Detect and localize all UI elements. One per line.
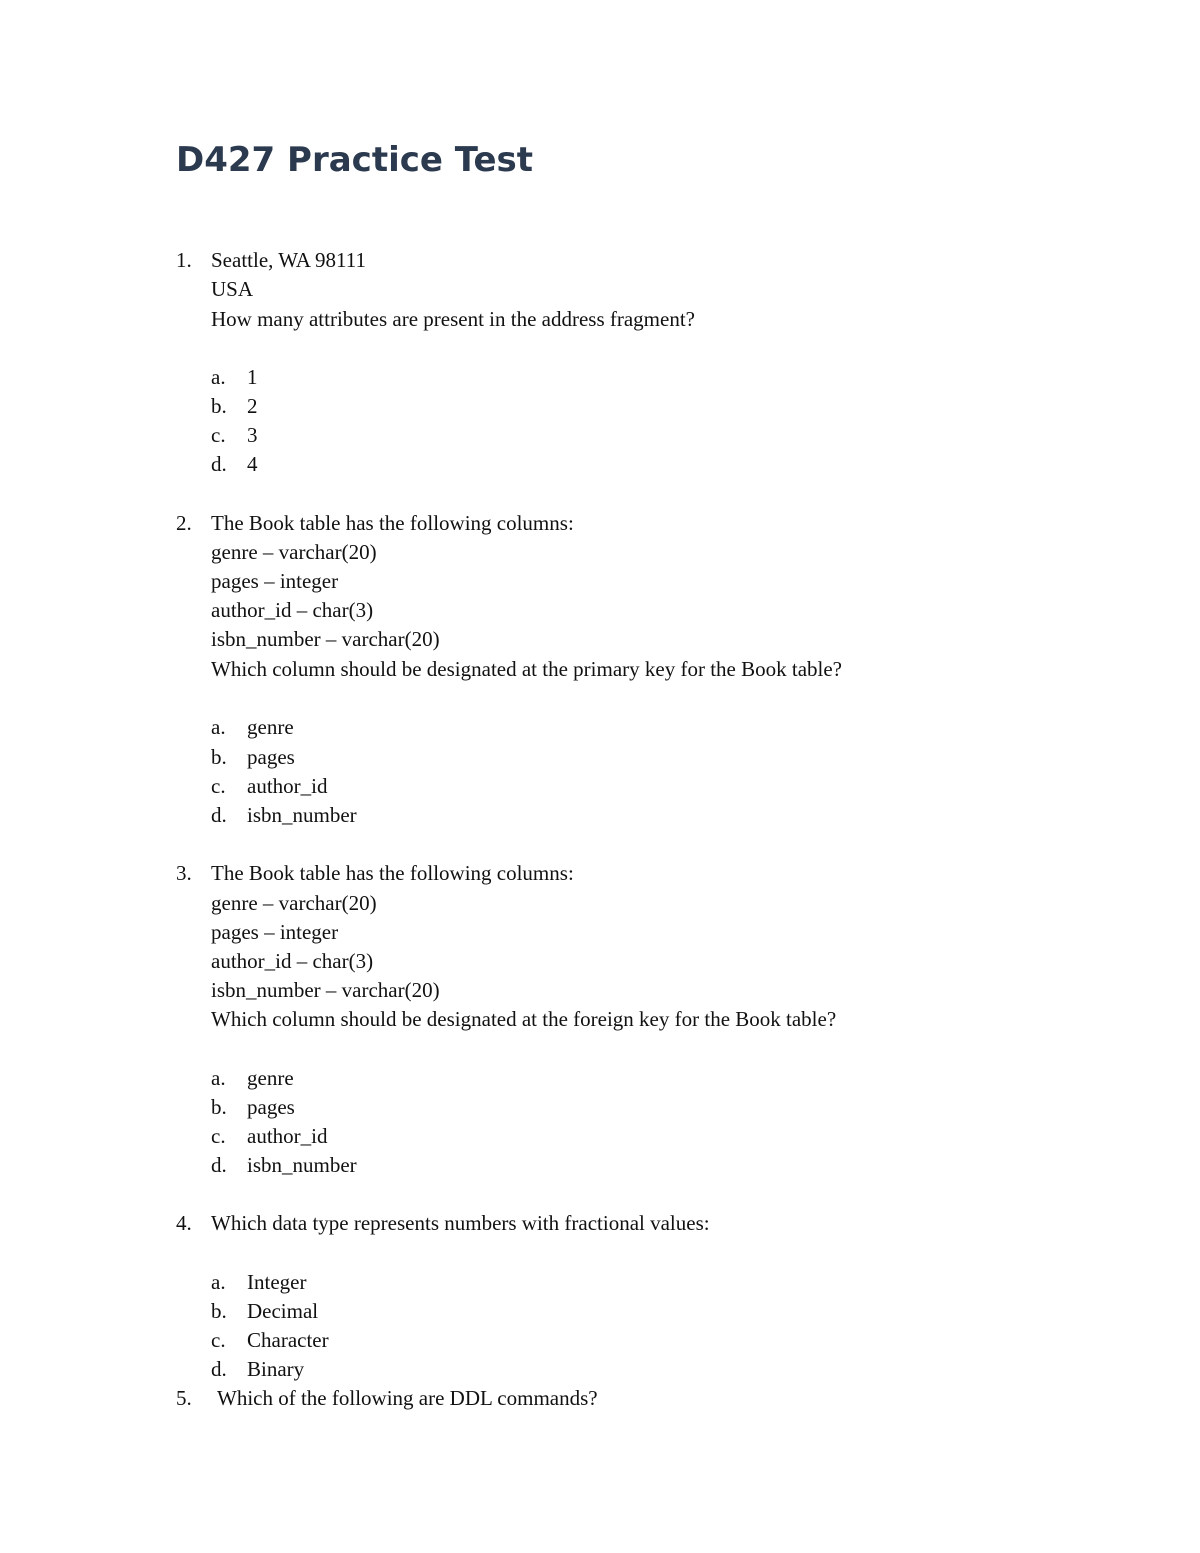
option-text: 3 — [247, 423, 258, 447]
option-letter: a. — [211, 1270, 226, 1294]
question-number: 4. — [176, 1211, 192, 1235]
option-text: Binary — [247, 1357, 305, 1381]
option-letter: c. — [211, 774, 226, 798]
question-text-line: isbn_number – varchar(20) — [211, 978, 440, 1002]
question-prompt: How many attributes are present in the address fragment? — [211, 307, 695, 331]
option-text: Integer — [247, 1270, 307, 1294]
question-text-line: Seattle, WA 98111 — [211, 248, 366, 272]
question-text-line: The Book table has the following columns: — [211, 861, 574, 885]
option-letter: d. — [211, 452, 227, 476]
option-letter: a. — [211, 715, 226, 739]
option-text: pages — [247, 745, 295, 769]
option-text: pages — [247, 1095, 295, 1119]
option-letter: b. — [211, 1095, 227, 1119]
option-letter: d. — [211, 1357, 227, 1381]
question-prompt: Which of the following are DDL commands? — [217, 1386, 598, 1410]
option-letter: b. — [211, 1299, 227, 1323]
question-text-line: pages – integer — [211, 569, 339, 593]
page-title: D427 Practice Test — [176, 140, 533, 180]
question-text-line: pages – integer — [211, 920, 339, 944]
option-text: isbn_number — [247, 1153, 357, 1177]
option-text: Character — [247, 1328, 329, 1352]
option-text: 2 — [247, 394, 258, 418]
question-text-line: genre – varchar(20) — [211, 891, 377, 915]
question-text-line: author_id – char(3) — [211, 598, 374, 622]
option-text: Decimal — [247, 1299, 319, 1323]
question-text-line: isbn_number – varchar(20) — [211, 627, 440, 651]
option-letter: d. — [211, 803, 227, 827]
question-text-line: genre – varchar(20) — [211, 540, 377, 564]
question-prompt: Which column should be designated at the foreign key for the Book table? — [211, 1007, 837, 1031]
option-letter: b. — [211, 745, 227, 769]
option-text: author_id — [247, 774, 328, 798]
question-number: 5. — [176, 1386, 192, 1410]
question-prompt: Which column should be designated at the primary key for the Book table? — [211, 657, 842, 681]
option-text: author_id — [247, 1124, 328, 1148]
option-text: genre — [247, 1066, 294, 1090]
question-number: 1. — [176, 248, 192, 272]
option-text: isbn_number — [247, 803, 357, 827]
option-letter: c. — [211, 423, 226, 447]
option-text: 4 — [247, 452, 258, 476]
option-letter: a. — [211, 365, 226, 389]
question-number: 2. — [176, 511, 192, 535]
option-letter: c. — [211, 1124, 226, 1148]
question-text-line: USA — [211, 277, 254, 301]
option-letter: b. — [211, 394, 227, 418]
question-text-line: author_id – char(3) — [211, 949, 374, 973]
option-letter: d. — [211, 1153, 227, 1177]
question-text-line: The Book table has the following columns: — [211, 511, 574, 535]
option-text: genre — [247, 715, 294, 739]
question-number: 3. — [176, 861, 192, 885]
option-letter: c. — [211, 1328, 226, 1352]
option-letter: a. — [211, 1066, 226, 1090]
option-text: 1 — [247, 365, 258, 389]
question-prompt: Which data type represents numbers with fractional values: — [211, 1211, 710, 1235]
